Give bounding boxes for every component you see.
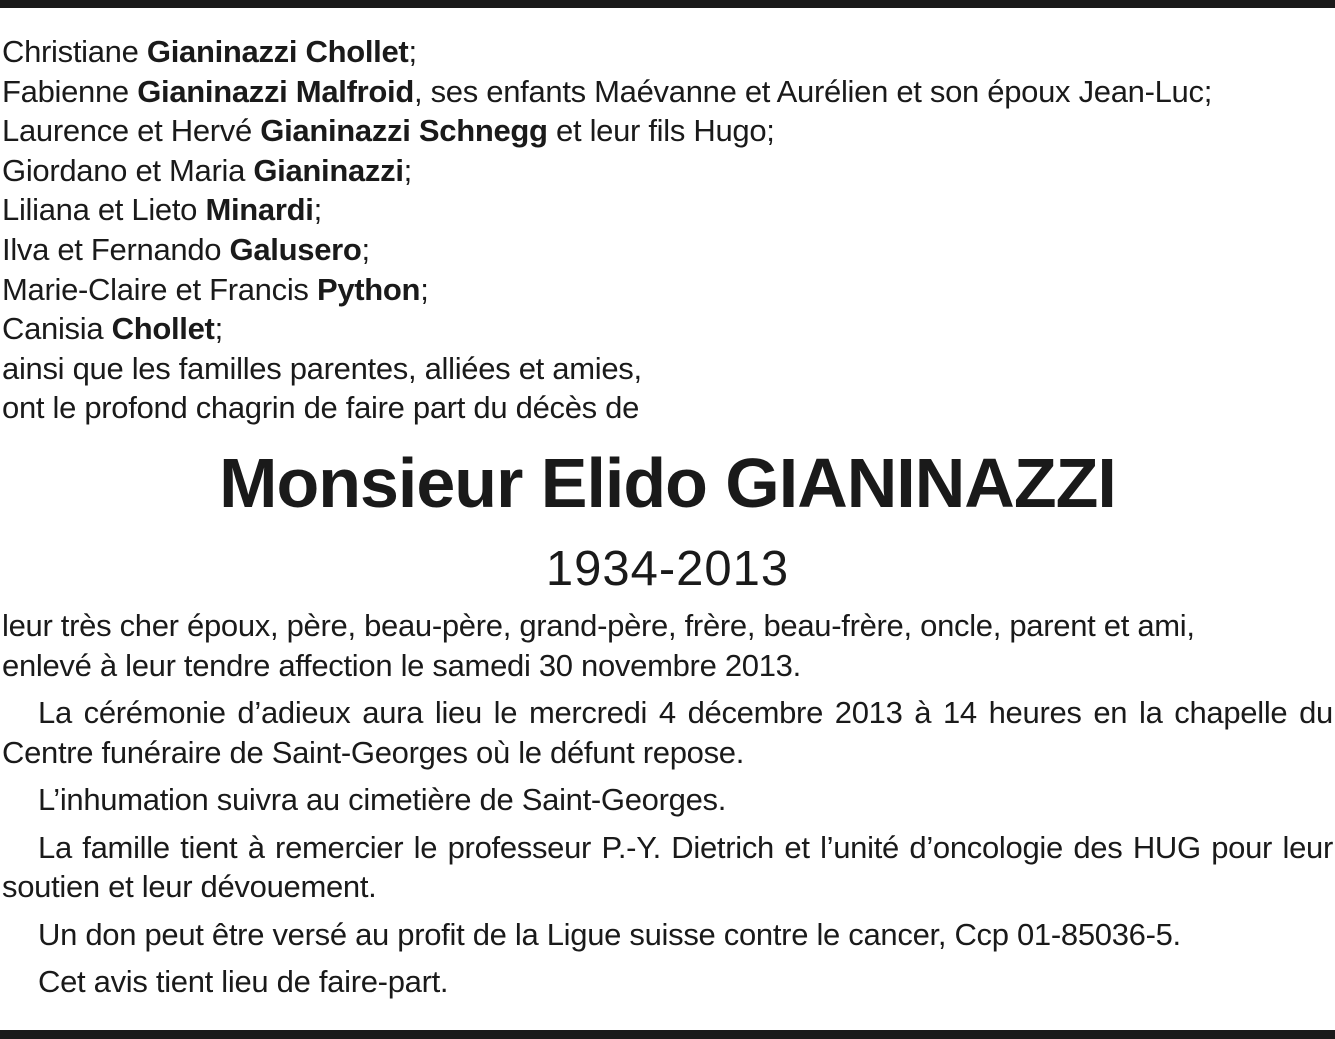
family-first-names: Liliana et Lieto	[2, 192, 206, 228]
donation-paragraph: Un don peut être versé au profit de la Ligue suisse contre le cancer, Ccp 01-85036-5.	[38, 916, 1181, 952]
family-line	[2, 32, 1333, 72]
announcement-body	[2, 606, 1333, 1010]
family-list	[2, 32, 1333, 428]
intro-line: ont le profond chagrin de faire part du décès de	[2, 390, 640, 426]
family-line	[2, 111, 1333, 151]
family-surname: Gianinazzi Chollet	[146, 34, 409, 69]
family-line	[2, 151, 1333, 191]
relation-paragraph	[2, 606, 1333, 685]
family-line	[2, 270, 1333, 310]
deceased-name: Monsieur Elido GIANINAZZI	[219, 444, 1116, 522]
top-border-rule	[0, 0, 1335, 8]
family-first-names: Fabienne	[2, 73, 138, 109]
intro-line: ainsi que les familles parentes, alliées et amies,	[2, 350, 642, 386]
family-surname: Gianinazzi	[253, 152, 404, 188]
family-suffix: ;	[214, 311, 223, 347]
family-suffix: ;	[420, 271, 429, 307]
family-surname: Minardi	[205, 192, 314, 228]
family-suffix: ;	[313, 192, 322, 228]
family-suffix: , ses enfants Maévanne et Aurélien et son époux Jean-Luc;	[413, 73, 1213, 109]
family-first-names: Giordano et Maria	[2, 152, 254, 188]
family-first-names: Laurence et Hervé	[2, 113, 261, 149]
family-first-names: Christiane	[2, 34, 147, 69]
ceremony-paragraph: La cérémonie d’adieux aura lieu le mercredi 4 décembre 2013 à 14 heures en la chapelle du Centre funéraire de Saint-Georges où le défunt repose.	[2, 695, 1333, 770]
family-line	[2, 190, 1333, 230]
family-first-names: Ilva et Fernando	[2, 231, 230, 267]
bottom-border-rule	[0, 1030, 1335, 1039]
family-suffix: ;	[361, 231, 370, 267]
family-surname: Gianinazzi Malfroid	[137, 73, 414, 109]
family-line	[2, 309, 1333, 349]
burial-paragraph: L’inhumation suivra au cimetière de Saint-Georges.	[38, 782, 727, 817]
life-years: 1934-2013	[545, 542, 790, 596]
family-surname: Gianinazzi Schnegg	[260, 113, 548, 149]
thanks-paragraph: La famille tient à remercier le professeur P.-Y. Dietrich et l’unité d’oncologie des HUG pour leur soutien et leur dévouement.	[2, 829, 1333, 904]
notice-paragraph: Cet avis tient lieu de faire-part.	[38, 964, 449, 999]
relation-line: enlevé à leur tendre affection le samedi 30 novembre 2013.	[2, 647, 801, 683]
family-surname: Galusero	[229, 231, 362, 267]
family-line	[2, 72, 1333, 112]
family-suffix: ;	[403, 152, 412, 188]
family-surname: Python	[316, 271, 421, 307]
family-surname: Chollet	[111, 311, 215, 347]
family-suffix: ;	[408, 34, 417, 69]
family-suffix: et leur fils Hugo;	[547, 113, 775, 149]
family-first-names: Canisia	[2, 311, 112, 347]
family-line	[2, 230, 1333, 270]
relation-line: leur très cher époux, père, beau-père, grand-père, frère, beau-frère, oncle, parent et ami,	[2, 608, 1195, 643]
family-first-names: Marie-Claire et Francis	[2, 271, 317, 307]
